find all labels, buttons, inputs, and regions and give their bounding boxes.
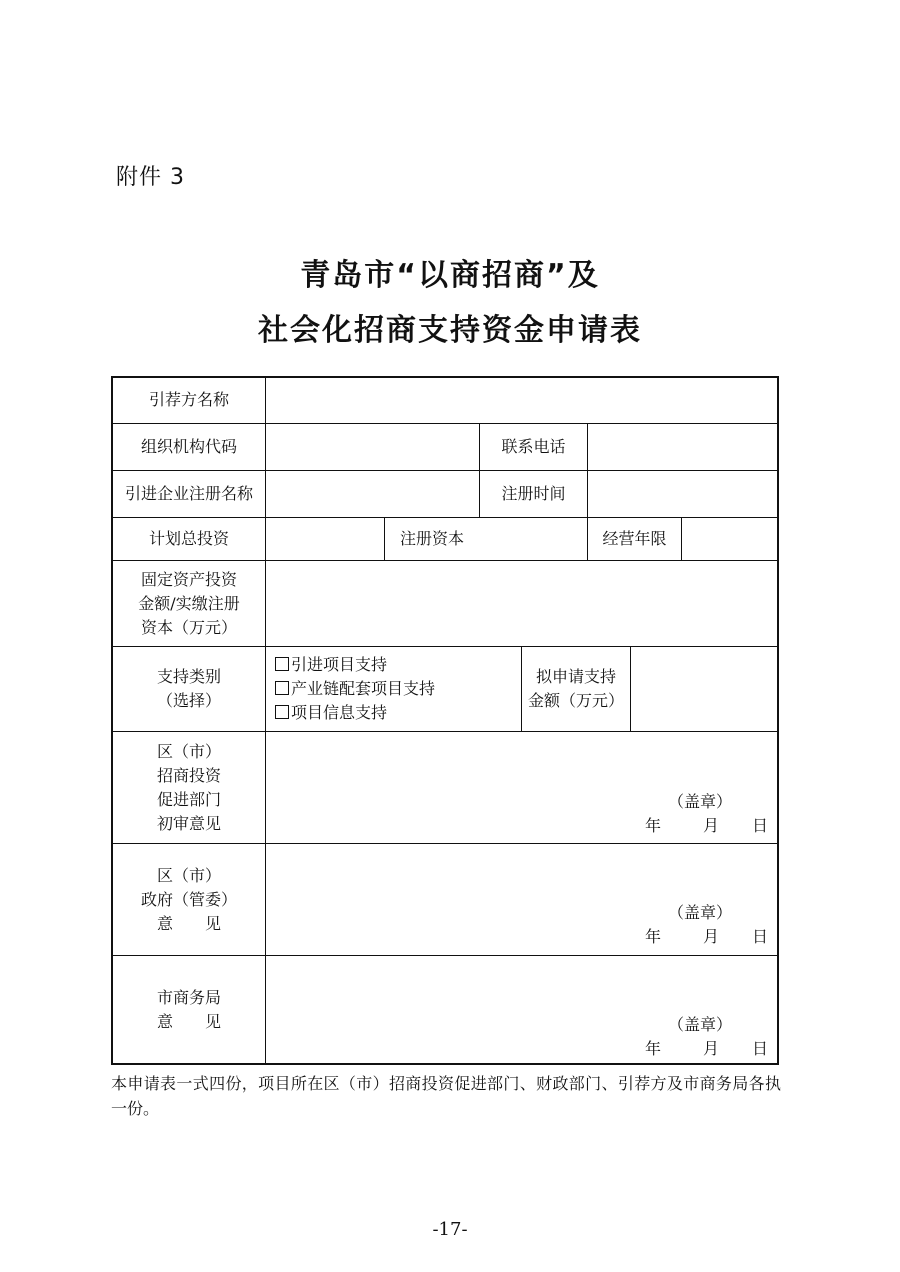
apply-amount-label <box>522 647 630 731</box>
support-option-label: 引进项目支持 <box>291 655 388 674</box>
stamp-label: （盖章） <box>668 792 733 811</box>
support-type-label-line: （选择） <box>156 691 221 710</box>
phone-field[interactable] <box>588 424 778 470</box>
year-label: 年 <box>645 927 662 946</box>
month-label: 月 <box>703 1039 720 1058</box>
support-type-options <box>275 653 435 725</box>
fixed-assets-label-line: 资本（万元） <box>140 617 237 637</box>
opinion-label-line: 初审意见 <box>156 813 221 833</box>
fixed-assets-label-line: 固定资产投资 <box>140 569 237 589</box>
company-name-field[interactable] <box>266 471 479 517</box>
stamp-label: （盖章） <box>668 903 733 922</box>
org-code-field[interactable] <box>266 424 479 470</box>
checkbox[interactable] <box>275 657 289 671</box>
day-label: 日 <box>752 1039 769 1058</box>
support-option-label: 项目信息支持 <box>291 703 388 722</box>
support-type-label <box>112 647 266 731</box>
checkbox[interactable] <box>275 705 289 719</box>
opinion-label-line: 招商投资 <box>156 765 221 785</box>
apply-amount-field[interactable] <box>631 647 778 731</box>
support-option[interactable] <box>275 677 435 701</box>
form-note: 本申请表一式四份，项目所在区（市）招商投资促进部门、财政部门、引荐方及市商务局各执一份。 <box>111 1074 781 1118</box>
opinion-label-line: 意 见 <box>156 914 221 933</box>
planned-investment-label: 计划总投资 <box>148 529 229 548</box>
checkbox[interactable] <box>275 681 289 695</box>
opinion-label-line: 市商务局 <box>156 988 221 1007</box>
year-label: 年 <box>645 1039 662 1058</box>
fixed-assets-field[interactable] <box>266 561 778 646</box>
page-number: -17- <box>432 1219 468 1240</box>
attachment-label: 附件 3 <box>116 165 185 190</box>
reg-time-label: 注册时间 <box>501 484 566 503</box>
opinion-label-line: 政府（管委） <box>140 890 237 909</box>
stamp-label: （盖章） <box>668 1015 733 1034</box>
opinion-label-line: 区（市） <box>156 741 221 761</box>
commerce-bureau-opinion-label <box>112 956 266 1064</box>
month-label: 月 <box>703 816 720 835</box>
support-type-label-line: 支持类别 <box>156 667 221 686</box>
opinion-label-line: 区（市） <box>156 866 221 885</box>
apply-amount-label-line: 金额（万元） <box>527 691 624 710</box>
opinion-label-line: 意 见 <box>156 1012 221 1031</box>
phone-label: 联系电话 <box>501 437 566 456</box>
year-label: 年 <box>645 816 662 835</box>
support-option[interactable] <box>275 701 435 725</box>
recommender-name-label: 引荐方名称 <box>148 390 229 409</box>
operating-years-label: 经营年限 <box>602 529 667 548</box>
opinion-label-line: 促进部门 <box>156 789 221 809</box>
district-investment-opinion-label <box>112 732 266 843</box>
reg-capital-label: 注册资本 <box>399 529 464 548</box>
day-label: 日 <box>752 816 769 835</box>
fixed-assets-label <box>112 561 266 646</box>
support-option[interactable] <box>275 653 435 677</box>
planned-investment-field[interactable] <box>266 518 384 560</box>
reg-capital-field[interactable] <box>480 518 587 560</box>
org-code-label: 组织机构代码 <box>140 437 237 456</box>
fixed-assets-label-line: 金额/实缴注册 <box>138 593 240 613</box>
form-title-line-2: 社会化招商支持资金申请表 <box>258 313 642 348</box>
form-title-line-1: 青岛市“以商招商”及 <box>300 258 600 293</box>
district-gov-opinion-label <box>112 844 266 955</box>
operating-years-field[interactable] <box>682 518 778 560</box>
support-option-label: 产业链配套项目支持 <box>291 679 436 698</box>
recommender-name-field[interactable] <box>266 377 778 423</box>
apply-amount-label-line: 拟申请支持 <box>535 667 616 686</box>
day-label: 日 <box>752 927 769 946</box>
reg-time-field[interactable] <box>588 471 778 517</box>
company-name-label: 引进企业注册名称 <box>124 484 253 503</box>
month-label: 月 <box>703 927 720 946</box>
